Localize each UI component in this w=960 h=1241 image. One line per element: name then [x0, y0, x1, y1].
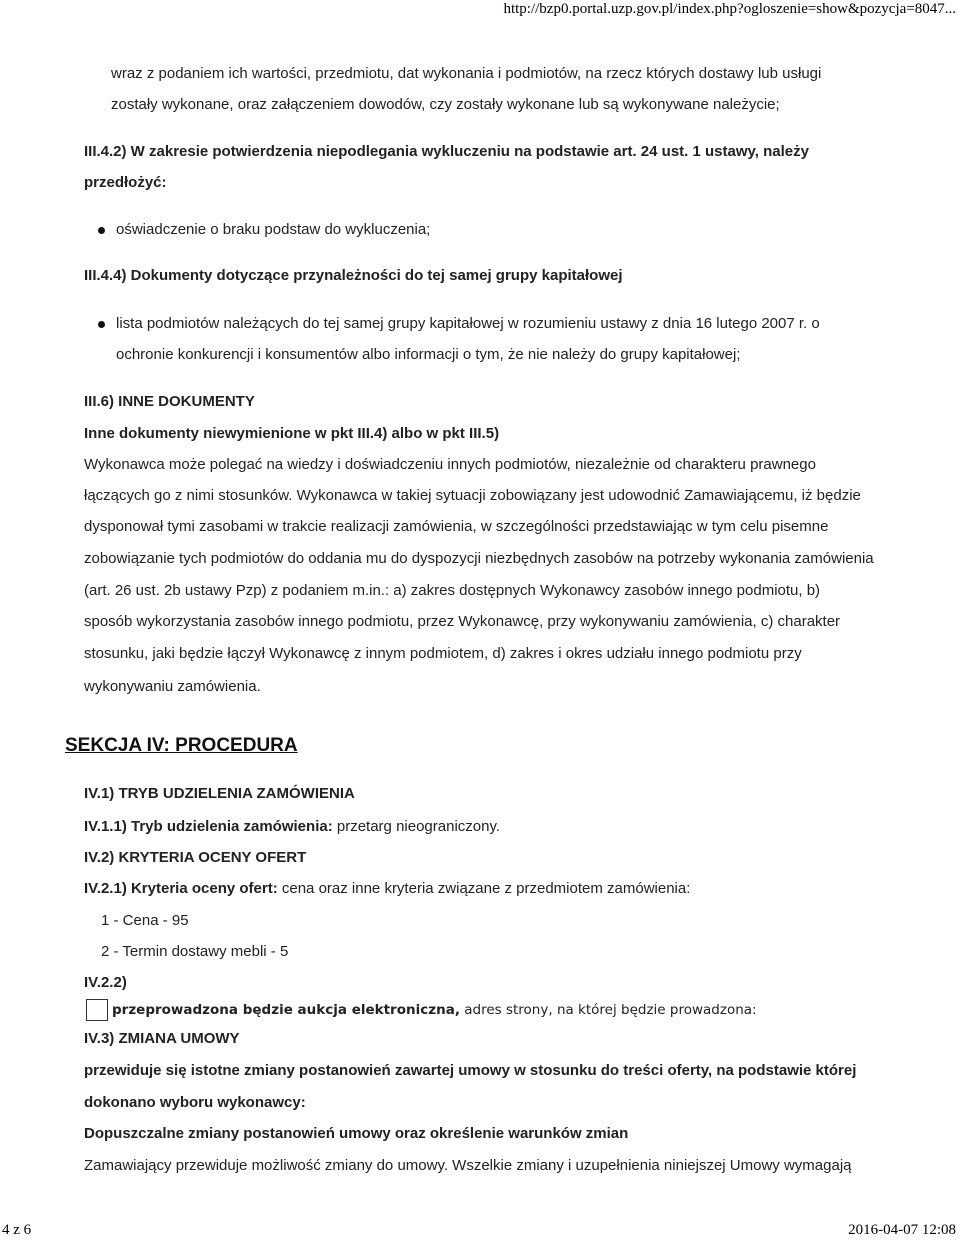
page-url: http://bzp0.portal.uzp.gov.pl/index.php?ogloszenie=show&pozycja=8047... [503, 1, 956, 17]
bullet-item: lista podmiotów należących do tej samej grupy kapitałowej w rozumieniu ustawy z dnia 16 lutego 2007 r. o [116, 315, 820, 332]
page-number: 4 z 6 [2, 1222, 32, 1238]
auction-row [112, 1002, 757, 1018]
text-line: sposób wykorzystania zasobów innego podmiotu, przez Wykonawcę, przy wykonywaniu zamówienia, c) charakter [84, 613, 841, 630]
iv21-row [84, 880, 690, 897]
text-line: dysponował tymi zasobami w trakcie realizacji zamówienia, w szczególności przedstawiając w tym celu pisemne [84, 518, 829, 535]
heading-iv3: IV.3) ZMIANA UMOWY [84, 1030, 240, 1047]
text-line: (art. 26 ust. 2b ustawy Pzp) z podaniem m.in.: a) zakres dostępnych Wykonawcy zasobów innego podmiotu, b) [84, 582, 821, 599]
print-datetime: 2016-04-07 12:08 [848, 1222, 956, 1238]
iv3-text: przewiduje się istotne zmiany postanowień zawartej umowy w stosunku do treści oferty, na podstawie której [84, 1062, 857, 1079]
auction-checkbox[interactable] [86, 999, 108, 1021]
heading-iv1: IV.1) TRYB UDZIELENIA ZAMÓWIENIA [84, 785, 355, 802]
criterion-item: 2 - Termin dostawy mebli - 5 [101, 943, 289, 960]
iv21-value: cena oraz inne kryteria związane z przedmiotem zamówienia: [277, 880, 691, 897]
section-heading-342: III.4.2) W zakresie potwierdzenia niepodlegania wykluczeniu na podstawie art. 24 ust. 1 ustawy, należy [84, 143, 809, 160]
text-line: łączących go z nimi stosunków. Wykonawca w takiej sytuacji zobowiązany jest udowodnić Zamawiającemu, iż będzie [84, 487, 861, 504]
subheading-36: Inne dokumenty niewymienione w pkt III.4) albo w pkt III.5) [84, 425, 500, 442]
auction-rest: adres strony, na której będzie prowadzona: [459, 1002, 757, 1018]
iv21-label: IV.2.1) Kryteria oceny ofert: [84, 880, 278, 897]
bullet-item: oświadczenie o braku podstaw do wykluczenia; [116, 221, 431, 238]
text-line: wraz z podaniem ich wartości, przedmiotu, dat wykonania i podmiotów, na rzecz których dostawy lub usługi [111, 65, 822, 82]
auction-label: przeprowadzona będzie aukcja elektroniczna, [112, 1002, 460, 1018]
section-title: SEKCJA IV: PROCEDURA [65, 735, 298, 756]
section-heading-342-cont: przedłożyć: [84, 174, 167, 191]
heading-iv2: IV.2) KRYTERIA OCENY OFERT [84, 849, 307, 866]
iv11-row [84, 818, 500, 835]
text-line: stosunku, jaki będzie łączył Wykonawcę z innym podmiotem, d) zakres i okres udziału innego podmiotu przy [84, 645, 802, 662]
text-line: zobowiązanie tych podmiotów do oddania mu do dyspozycji niezbędnych zasobów na potrzeby wykonania zamówienia [84, 550, 874, 567]
section-heading-36: III.6) INNE DOKUMENTY [84, 393, 255, 410]
text-line: zostały wykonane, oraz załączeniem dowodów, czy zostały wykonane lub są wykonywane należycie; [111, 96, 780, 113]
changes-heading: Dopuszczalne zmiany postanowień umowy oraz określenie warunków zmian [84, 1125, 629, 1142]
iv3-text-cont: dokonano wyboru wykonawcy: [84, 1094, 306, 1111]
bullet-item-cont: ochronie konkurencji i konsumentów albo informacji o tym, że nie należy do grupy kapitałowej; [116, 346, 741, 363]
iv11-label: IV.1.1) Tryb udzielenia zamówienia: [84, 818, 333, 835]
text-line: Zamawiający przewiduje możliwość zmiany do umowy. Wszelkie zmiany i uzupełnienia niniejszej Umowy wymagają [84, 1157, 852, 1174]
section-heading-344: III.4.4) Dokumenty dotyczące przynależności do tej samej grupy kapitałowej [84, 267, 623, 284]
heading-iv22: IV.2.2) [84, 974, 127, 991]
criterion-item: 1 - Cena - 95 [101, 912, 189, 929]
text-line: Wykonawca może polegać na wiedzy i doświadczeniu innych podmiotów, niezależnie od charakteru prawnego [84, 456, 816, 473]
text-line: wykonywaniu zamówienia. [84, 678, 261, 695]
iv11-value: przetarg nieograniczony. [332, 818, 501, 835]
